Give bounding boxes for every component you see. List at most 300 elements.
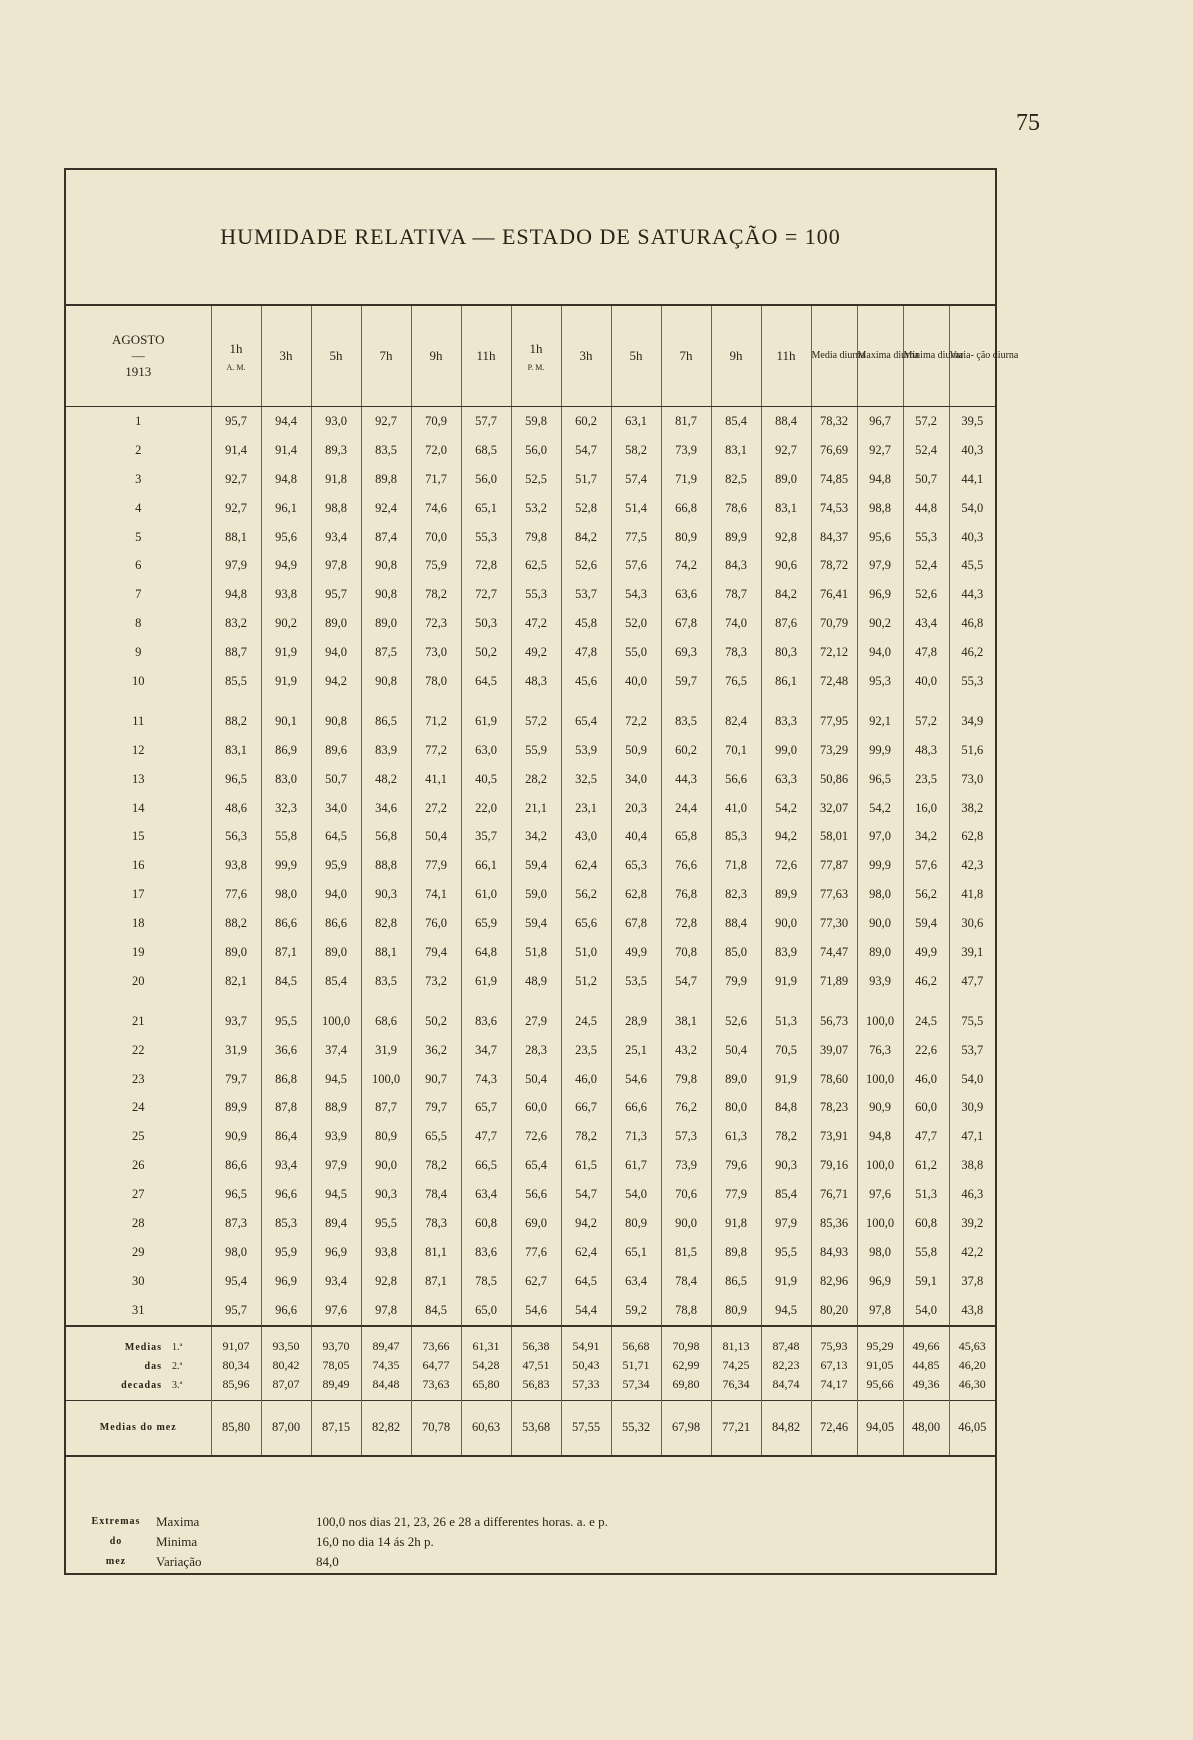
table-cell: 83,1 <box>711 436 761 465</box>
table-cell: 89,49 <box>311 1375 361 1394</box>
table-cell: 86,6 <box>211 1151 261 1180</box>
table-cell: 87,15 <box>311 1400 361 1456</box>
extreme-row-minima <box>76 1532 976 1552</box>
table-cell: 52,6 <box>903 580 949 609</box>
spacer-row <box>66 1326 995 1337</box>
table-cell: 73,66 <box>411 1337 461 1356</box>
table-cell: 74,17 <box>811 1375 857 1394</box>
table-cell: 54,2 <box>761 794 811 823</box>
table-cell: 47,7 <box>949 967 995 996</box>
table-cell: 90,8 <box>311 707 361 736</box>
table-cell: 59,1 <box>903 1267 949 1296</box>
table-cell: 47,7 <box>903 1122 949 1151</box>
decade-mean-row <box>66 1337 995 1356</box>
spacer-cell <box>311 696 361 707</box>
table-cell: 68,6 <box>361 1007 411 1036</box>
table-cell: 60,8 <box>461 1209 511 1238</box>
day-number: 8 <box>135 616 142 631</box>
table-cell: 91,4 <box>261 436 311 465</box>
table-cell: 91,8 <box>311 465 361 494</box>
table-cell: 47,8 <box>561 638 611 667</box>
table-cell: 60,0 <box>511 1093 561 1122</box>
table-cell: 91,05 <box>857 1356 903 1375</box>
table-cell: 84,5 <box>411 1296 461 1326</box>
table-cell: 34,2 <box>511 822 561 851</box>
table-cell: 62,4 <box>561 1238 611 1267</box>
table-cell: 100,0 <box>857 1209 903 1238</box>
table-cell: 90,2 <box>261 609 311 638</box>
spacer-cell <box>811 996 857 1007</box>
table-cell: 38,2 <box>949 794 995 823</box>
table-cell: 85,36 <box>811 1209 857 1238</box>
hour-header: 9h <box>411 306 461 407</box>
table-cell: 50,4 <box>411 822 461 851</box>
table-cell: 46,2 <box>903 967 949 996</box>
table-row <box>66 765 995 794</box>
table-cell: 95,7 <box>211 1296 261 1326</box>
table-cell: 97,6 <box>311 1296 361 1326</box>
spacer-cell <box>857 1326 903 1337</box>
table-cell: 85,4 <box>711 407 761 436</box>
table-cell: 95,6 <box>857 523 903 552</box>
table-cell: 50,7 <box>903 465 949 494</box>
spacer-cell <box>761 996 811 1007</box>
day-number: 5 <box>135 529 142 544</box>
spacer-cell <box>66 996 211 1007</box>
table-cell: 28,2 <box>511 765 561 794</box>
table-cell: 96,7 <box>857 407 903 436</box>
table-row <box>66 1180 995 1209</box>
decade-label-cell <box>66 1356 211 1375</box>
table-cell: 65,3 <box>611 851 661 880</box>
table-cell: 56,68 <box>611 1337 661 1356</box>
table-cell: 73,9 <box>661 436 711 465</box>
humidity-table <box>66 306 1019 1457</box>
table-cell: 79,9 <box>711 967 761 996</box>
table-cell: 53,9 <box>561 736 611 765</box>
spacer-cell <box>511 1326 561 1337</box>
table-cell: 61,9 <box>461 707 511 736</box>
table-row <box>66 523 995 552</box>
table-cell: 76,2 <box>661 1093 711 1122</box>
spacer-cell <box>461 1326 511 1337</box>
extreme-name: Variação <box>156 1554 202 1569</box>
spacer-cell <box>311 996 361 1007</box>
table-cell: 57,3 <box>661 1122 711 1151</box>
table-cell: 90,8 <box>361 667 411 696</box>
table-cell: 78,8 <box>661 1296 711 1326</box>
table-cell: 98,0 <box>211 1238 261 1267</box>
day-number: 9 <box>135 645 142 660</box>
table-cell: 94,2 <box>761 822 811 851</box>
table-cell: 90,9 <box>857 1093 903 1122</box>
table-cell: 90,8 <box>361 580 411 609</box>
variacao-diurna-header: Varia- ção diurna <box>949 306 995 407</box>
hour-header: 5h <box>611 306 661 407</box>
table-cell: 60,2 <box>661 736 711 765</box>
table-cell: 62,5 <box>511 551 561 580</box>
table-cell: 77,30 <box>811 909 857 938</box>
table-cell: 98,0 <box>857 880 903 909</box>
table-cell: 54,91 <box>561 1337 611 1356</box>
table-cell: 85,96 <box>211 1375 261 1394</box>
decade-label-cell <box>66 1375 211 1394</box>
table-cell: 87,1 <box>261 938 311 967</box>
table-cell: 78,2 <box>761 1122 811 1151</box>
table-cell: 69,3 <box>661 638 711 667</box>
table-cell: 34,7 <box>461 1036 511 1065</box>
table-cell: 89,0 <box>211 938 261 967</box>
table-cell: 83,1 <box>761 494 811 523</box>
table-cell: 78,72 <box>811 551 857 580</box>
table-cell: 86,1 <box>761 667 811 696</box>
table-cell: 42,2 <box>949 1238 995 1267</box>
table-cell: 77,87 <box>811 851 857 880</box>
table-cell: 61,0 <box>461 880 511 909</box>
table-cell: 21,1 <box>511 794 561 823</box>
table-cell: 78,7 <box>711 580 761 609</box>
table-cell: 48,2 <box>361 765 411 794</box>
table-cell: 77,95 <box>811 707 857 736</box>
table-cell: 78,2 <box>411 580 461 609</box>
table-cell: 100,0 <box>361 1065 411 1094</box>
table-cell: 94,9 <box>261 551 311 580</box>
decade-number: 2.ª <box>172 1360 183 1372</box>
table-cell: 84,8 <box>761 1093 811 1122</box>
table-cell: 94,5 <box>311 1180 361 1209</box>
table-cell: 98,8 <box>311 494 361 523</box>
hour-header: 7h <box>661 306 711 407</box>
day-number: 23 <box>132 1071 145 1086</box>
day-number: 6 <box>135 558 142 573</box>
table-cell: 87,4 <box>361 523 411 552</box>
page-number: 75 <box>1016 110 1040 136</box>
table-cell: 54,7 <box>661 967 711 996</box>
table-cell: 34,2 <box>903 822 949 851</box>
table-cell: 88,2 <box>211 909 261 938</box>
table-cell: 94,8 <box>857 1122 903 1151</box>
table-cell: 88,1 <box>361 938 411 967</box>
table-cell: 65,0 <box>461 1296 511 1326</box>
day-number: 14 <box>132 800 145 815</box>
table-cell: 61,31 <box>461 1337 511 1356</box>
table-cell: 94,0 <box>857 638 903 667</box>
table-cell: 79,8 <box>661 1065 711 1094</box>
table-cell: 57,55 <box>561 1400 611 1456</box>
day-number: 11 <box>132 713 145 728</box>
table-cell: 54,3 <box>611 580 661 609</box>
table-cell: 90,0 <box>857 909 903 938</box>
day-number: 30 <box>132 1273 145 1288</box>
table-cell: 100,0 <box>311 1007 361 1036</box>
table-cell: 59,2 <box>611 1296 661 1326</box>
table-cell: 95,9 <box>261 1238 311 1267</box>
spacer-cell <box>857 996 903 1007</box>
hour-header: 7h <box>361 306 411 407</box>
table-cell: 62,99 <box>661 1356 711 1375</box>
table-cell: 55,3 <box>903 523 949 552</box>
table-cell: 97,8 <box>857 1296 903 1326</box>
table-cell: 46,30 <box>949 1375 995 1394</box>
table-cell: 88,8 <box>361 851 411 880</box>
extremes-label: mez <box>105 1556 127 1567</box>
table-cell: 70,9 <box>411 407 461 436</box>
table-cell: 82,96 <box>811 1267 857 1296</box>
table-cell: 57,6 <box>903 851 949 880</box>
extreme-row-variacao <box>76 1552 976 1572</box>
table-cell: 84,37 <box>811 523 857 552</box>
table-cell: 89,9 <box>711 523 761 552</box>
table-cell: 63,6 <box>661 580 711 609</box>
table-cell: 86,8 <box>261 1065 311 1094</box>
table-cell: 55,32 <box>611 1400 661 1456</box>
table-cell: 96,6 <box>261 1296 311 1326</box>
table-cell: 83,2 <box>211 609 261 638</box>
table-cell: 99,9 <box>261 851 311 880</box>
table-row <box>66 609 995 638</box>
table-cell: 79,6 <box>711 1151 761 1180</box>
page-title: HUMIDADE RELATIVA — ESTADO DE SATURAÇÃO = 100 <box>66 170 995 306</box>
table-cell: 86,6 <box>311 909 361 938</box>
table-cell: 52,6 <box>561 551 611 580</box>
extreme-value: 16,0 no dia 14 ás 2h p. <box>316 1534 434 1549</box>
table-cell: 70,79 <box>811 609 857 638</box>
table-cell: 97,9 <box>311 1151 361 1180</box>
spacer-cell <box>461 996 511 1007</box>
table-cell: 84,2 <box>561 523 611 552</box>
table-cell: 82,8 <box>361 909 411 938</box>
spacer-cell <box>611 1326 661 1337</box>
table-cell: 96,5 <box>857 765 903 794</box>
table-cell: 90,1 <box>261 707 311 736</box>
table-cell: 82,82 <box>361 1400 411 1456</box>
table-cell: 93,0 <box>311 407 361 436</box>
table-cell: 96,9 <box>261 1267 311 1296</box>
day-number: 25 <box>132 1129 145 1144</box>
table-cell: 62,4 <box>561 851 611 880</box>
spacer-cell <box>261 996 311 1007</box>
table-cell: 76,41 <box>811 580 857 609</box>
table-cell: 65,80 <box>461 1375 511 1394</box>
table-cell: 95,7 <box>311 580 361 609</box>
table-cell: 92,7 <box>211 465 261 494</box>
table-cell: 64,8 <box>461 938 511 967</box>
table-cell: 55,8 <box>261 822 311 851</box>
table-cell: 92,7 <box>211 494 261 523</box>
table-cell: 78,60 <box>811 1065 857 1094</box>
table-cell: 94,5 <box>761 1296 811 1326</box>
spacer-cell <box>949 696 995 707</box>
table-cell: 32,5 <box>561 765 611 794</box>
table-cell: 62,8 <box>949 822 995 851</box>
table-cell: 54,7 <box>561 1180 611 1209</box>
table-cell: 94,2 <box>311 667 361 696</box>
table-cell: 24,4 <box>661 794 711 823</box>
table-row <box>66 851 995 880</box>
table-cell: 57,33 <box>561 1375 611 1394</box>
table-cell: 30,6 <box>949 909 995 938</box>
table-cell: 95,9 <box>311 851 361 880</box>
table-cell: 56,6 <box>711 765 761 794</box>
table-cell: 55,3 <box>949 667 995 696</box>
table-cell: 84,82 <box>761 1400 811 1456</box>
table-cell: 75,9 <box>411 551 461 580</box>
table-cell: 74,0 <box>711 609 761 638</box>
table-cell: 50,4 <box>511 1065 561 1094</box>
table-cell: 75,93 <box>811 1337 857 1356</box>
table-cell: 90,2 <box>857 609 903 638</box>
table-cell: 91,8 <box>711 1209 761 1238</box>
table-cell: 56,73 <box>811 1007 857 1036</box>
table-cell: 22,0 <box>461 794 511 823</box>
table-row <box>66 465 995 494</box>
table-cell: 80,42 <box>261 1356 311 1375</box>
table-cell: 83,9 <box>361 736 411 765</box>
table-cell: 54,6 <box>611 1065 661 1094</box>
table-cell: 90,7 <box>411 1065 461 1094</box>
table-cell: 44,1 <box>949 465 995 494</box>
table-cell: 53,5 <box>611 967 661 996</box>
table-cell: 55,3 <box>511 580 561 609</box>
table-cell: 54,2 <box>857 794 903 823</box>
table-row <box>66 1065 995 1094</box>
table-cell: 56,6 <box>511 1180 561 1209</box>
table-cell: 70,98 <box>661 1337 711 1356</box>
hour-header: 1h A. M. <box>211 306 261 407</box>
decade-mean-row <box>66 1375 995 1394</box>
table-cell: 82,23 <box>761 1356 811 1375</box>
table-cell: 83,3 <box>761 707 811 736</box>
day-number: 21 <box>132 1013 145 1028</box>
table-row <box>66 580 995 609</box>
table-cell: 66,7 <box>561 1093 611 1122</box>
table-cell: 100,0 <box>857 1151 903 1180</box>
table-cell: 78,2 <box>411 1151 461 1180</box>
table-cell: 61,7 <box>611 1151 661 1180</box>
table-cell: 70,78 <box>411 1400 461 1456</box>
table-cell: 20,3 <box>611 794 661 823</box>
table-cell: 95,29 <box>857 1337 903 1356</box>
day-number: 26 <box>132 1158 145 1173</box>
table-cell: 72,0 <box>411 436 461 465</box>
table-cell: 72,46 <box>811 1400 857 1456</box>
table-cell: 27,9 <box>511 1007 561 1036</box>
table-cell: 88,2 <box>211 707 261 736</box>
table-cell: 49,66 <box>903 1337 949 1356</box>
table-cell: 41,0 <box>711 794 761 823</box>
dash: — <box>131 348 145 363</box>
table-cell: 66,1 <box>461 851 511 880</box>
table-cell: 82,3 <box>711 880 761 909</box>
decade-mean-row <box>66 1356 995 1375</box>
day-number: 24 <box>132 1100 145 1115</box>
table-cell: 78,4 <box>411 1180 461 1209</box>
table-cell: 95,66 <box>857 1375 903 1394</box>
table-cell: 51,6 <box>949 736 995 765</box>
table-cell: 62,7 <box>511 1267 561 1296</box>
table-cell: 96,1 <box>261 494 311 523</box>
spacer-cell <box>211 1326 261 1337</box>
minima-diurna-header: Minima diurna <box>903 306 949 407</box>
table-cell: 66,8 <box>661 494 711 523</box>
table-cell: 34,6 <box>361 794 411 823</box>
table-cell: 90,3 <box>761 1151 811 1180</box>
table-cell: 95,7 <box>211 407 261 436</box>
table-cell: 53,68 <box>511 1400 561 1456</box>
table-cell: 73,0 <box>949 765 995 794</box>
table-cell: 89,8 <box>711 1238 761 1267</box>
table-cell: 91,9 <box>761 1267 811 1296</box>
table-cell: 90,3 <box>361 880 411 909</box>
table-cell: 57,2 <box>511 707 561 736</box>
extremes-label: Extremas <box>91 1516 141 1527</box>
table-cell: 59,4 <box>511 909 561 938</box>
table-cell: 83,5 <box>661 707 711 736</box>
table-cell: 65,7 <box>461 1093 511 1122</box>
table-cell: 51,3 <box>903 1180 949 1209</box>
day-number: 28 <box>132 1215 145 1230</box>
table-cell: 81,13 <box>711 1337 761 1356</box>
table-cell: 47,7 <box>461 1122 511 1151</box>
hour-header: 3h <box>561 306 611 407</box>
spacer-cell <box>261 1326 311 1337</box>
table-cell: 75,5 <box>949 1007 995 1036</box>
hour-header: 5h <box>311 306 361 407</box>
table-cell: 74,1 <box>411 880 461 909</box>
month-mean-row <box>66 1400 995 1456</box>
table-cell: 57,7 <box>461 407 511 436</box>
table-cell: 85,80 <box>211 1400 261 1456</box>
spacer-cell <box>361 1326 411 1337</box>
table-cell: 57,2 <box>903 707 949 736</box>
header-row <box>66 306 995 407</box>
table-cell: 96,6 <box>261 1180 311 1209</box>
table-cell: 80,20 <box>811 1296 857 1326</box>
table-cell: 65,4 <box>511 1151 561 1180</box>
table-cell: 39,1 <box>949 938 995 967</box>
table-row <box>66 436 995 465</box>
table-cell: 24,5 <box>561 1007 611 1036</box>
spacer-cell <box>661 696 711 707</box>
table-row <box>66 1238 995 1267</box>
day-number: 18 <box>132 916 145 931</box>
table-cell: 48,9 <box>511 967 561 996</box>
table-cell: 76,0 <box>411 909 461 938</box>
table-cell: 34,9 <box>949 707 995 736</box>
extreme-value: 100,0 nos dias 21, 23, 26 e 28 a differentes horas. a. e p. <box>316 1514 608 1529</box>
table-cell: 38,1 <box>661 1007 711 1036</box>
table-cell: 92,7 <box>361 407 411 436</box>
table-cell: 80,0 <box>711 1093 761 1122</box>
table-cell: 50,43 <box>561 1356 611 1375</box>
table-cell: 86,4 <box>261 1122 311 1151</box>
table-cell: 37,8 <box>949 1267 995 1296</box>
table-cell: 82,5 <box>711 465 761 494</box>
table-cell: 65,1 <box>461 494 511 523</box>
table-cell: 78,4 <box>661 1267 711 1296</box>
table-cell: 84,2 <box>761 580 811 609</box>
table-cell: 28,9 <box>611 1007 661 1036</box>
table-cell: 80,3 <box>761 638 811 667</box>
table-row <box>66 1267 995 1296</box>
table-cell: 93,50 <box>261 1337 311 1356</box>
table-cell: 65,6 <box>561 909 611 938</box>
table-cell: 71,89 <box>811 967 857 996</box>
table-cell: 61,5 <box>561 1151 611 1180</box>
table-cell: 96,9 <box>311 1238 361 1267</box>
table-cell: 78,6 <box>711 494 761 523</box>
table-cell: 90,0 <box>661 1209 711 1238</box>
